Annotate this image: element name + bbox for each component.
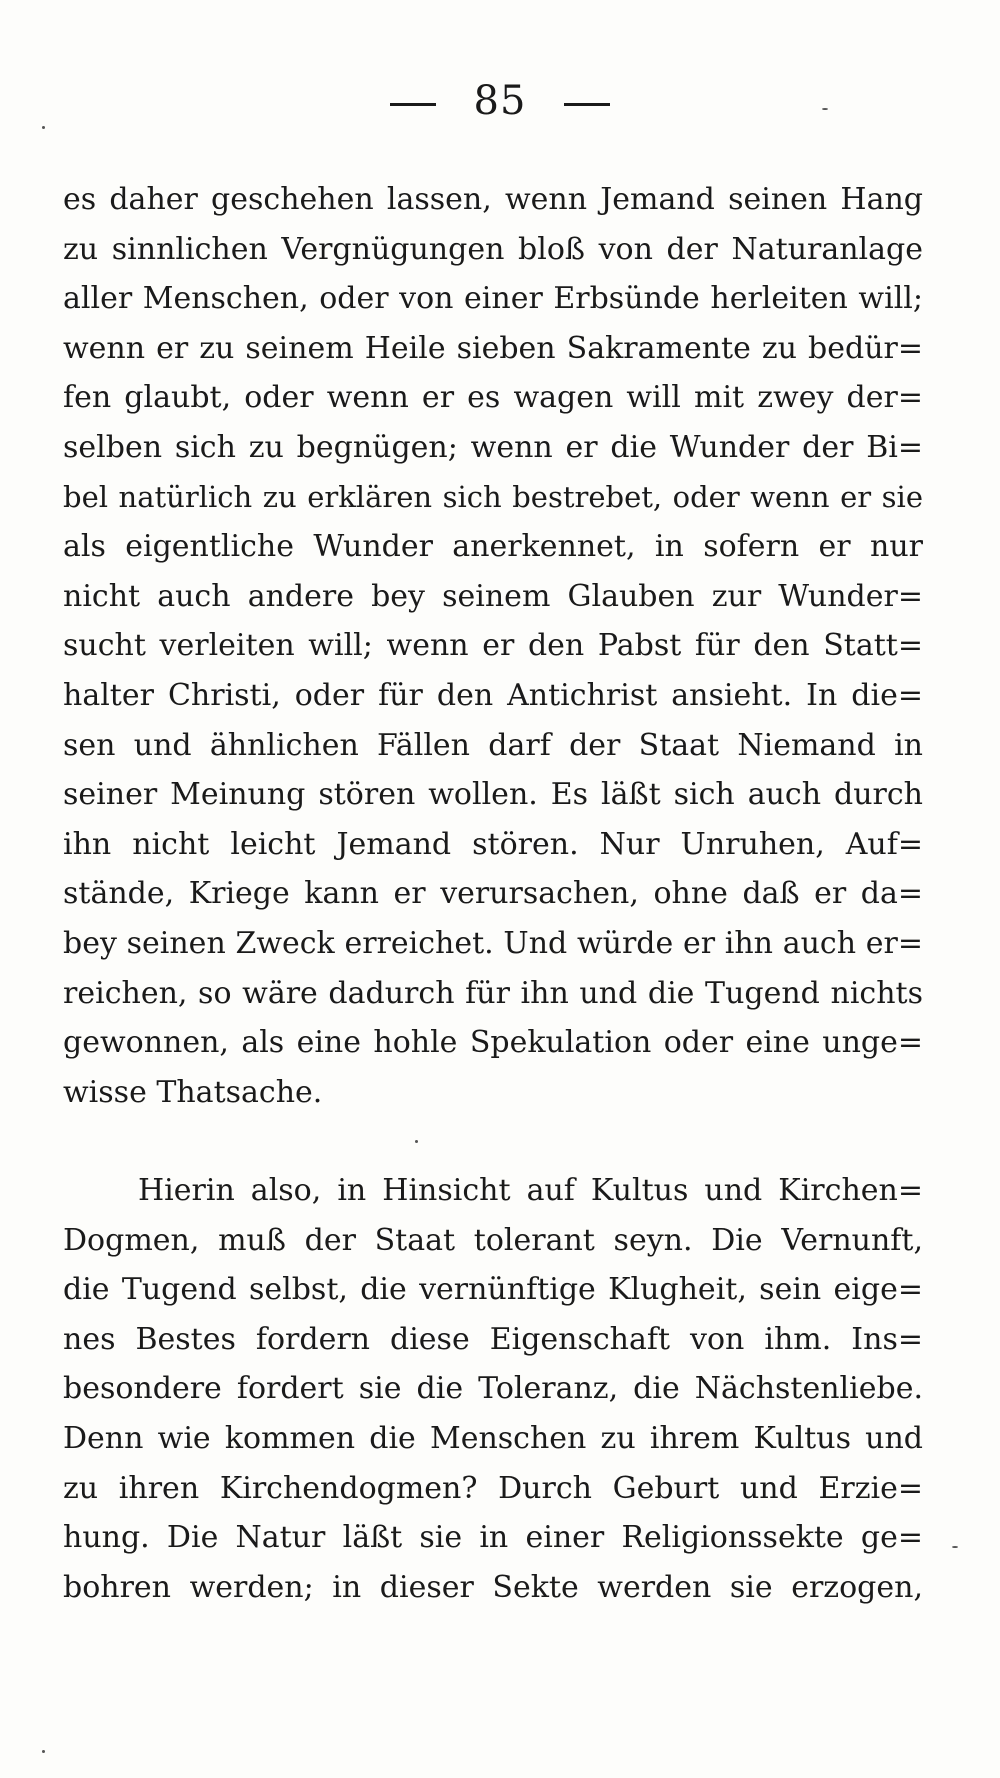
paper-speck: [42, 1750, 45, 1753]
text-line: halter Christi, oder für den Antichrist ansieht. In die=: [63, 677, 923, 713]
text-line: besondere fordert sie die Toleranz, die Nächstenliebe.: [63, 1371, 923, 1407]
text-line: nes Bestes fordern diese Eigenschaft von ihm. Ins=: [63, 1321, 923, 1357]
text-line: nicht auch andere bey seinem Glauben zur Wunder=: [63, 578, 923, 614]
text-line: hung. Die Natur läßt sie in einer Religionssekte ge=: [63, 1520, 923, 1556]
text-line: reichen, so wäre dadurch für ihn und die Tugend nichts: [63, 975, 923, 1011]
text-line: zu sinnlichen Vergnügungen bloß von der Naturanlage: [63, 231, 923, 267]
text-line: wenn er zu seinem Heile sieben Sakramente zu bedür=: [63, 330, 923, 366]
page-header: [0, 78, 1000, 124]
text-line: sen und ähnlichen Fällen darf der Staat Niemand in: [63, 727, 923, 763]
text-line: bel natürlich zu erklären sich bestrebet, oder wenn er sie: [63, 479, 923, 514]
header-dash-left: [390, 103, 436, 106]
text-line: wisse Thatsache.: [63, 1074, 323, 1110]
text-line: es daher geschehen lassen, wenn Jemand seinen Hang: [63, 182, 923, 217]
text-line: bey seinen Zweck erreichet. Und würde er ihn auch er=: [63, 925, 923, 961]
text-line: bohren werden; in dieser Sekte werden sie erzogen,: [63, 1569, 923, 1605]
page-number: 85: [473, 78, 527, 124]
text-line: stände, Kriege kann er verursachen, ohne daß er da=: [63, 876, 923, 912]
text-line: ihn nicht leicht Jemand stören. Nur Unruhen, Auf=: [63, 826, 923, 862]
text-line: zu ihren Kirchendogmen? Durch Geburt und Erzie=: [63, 1470, 923, 1506]
text-line: die Tugend selbst, die vernünftige Klugheit, sein eige=: [63, 1272, 923, 1308]
paper-speck: [952, 1546, 958, 1548]
header-dash-right: [564, 103, 610, 106]
paragraph-1: [63, 175, 923, 1117]
text-line: sucht verleiten will; wenn er den Pabst für den Statt=: [63, 628, 923, 664]
paper-speck: [822, 108, 828, 110]
text-line: Denn wie kommen die Menschen zu ihrem Kultus und: [63, 1420, 923, 1456]
text-line: gewonnen, als eine hohle Spekulation oder eine unge=: [63, 1025, 923, 1061]
paper-speck: [415, 1140, 418, 1143]
text-line: aller Menschen, oder von einer Erbsünde herleiten will;: [63, 281, 923, 317]
text-line: Hierin also, in Hinsicht auf Kultus und Kirchen=: [138, 1173, 923, 1208]
text-line: selben sich zu begnügen; wenn er die Wunder der Bi=: [63, 429, 923, 465]
text-line: als eigentliche Wunder anerkennet, in sofern er nur: [63, 529, 923, 565]
text-line: Dogmen, muß der Staat tolerant seyn. Die Vernunft,: [63, 1222, 923, 1258]
paper-speck: [42, 126, 45, 129]
text-line: seiner Meinung stören wollen. Es läßt sich auch durch: [63, 777, 923, 813]
text-line: fen glaubt, oder wenn er es wagen will mit zwey der=: [63, 380, 923, 416]
paragraph-2: [63, 1166, 923, 1612]
